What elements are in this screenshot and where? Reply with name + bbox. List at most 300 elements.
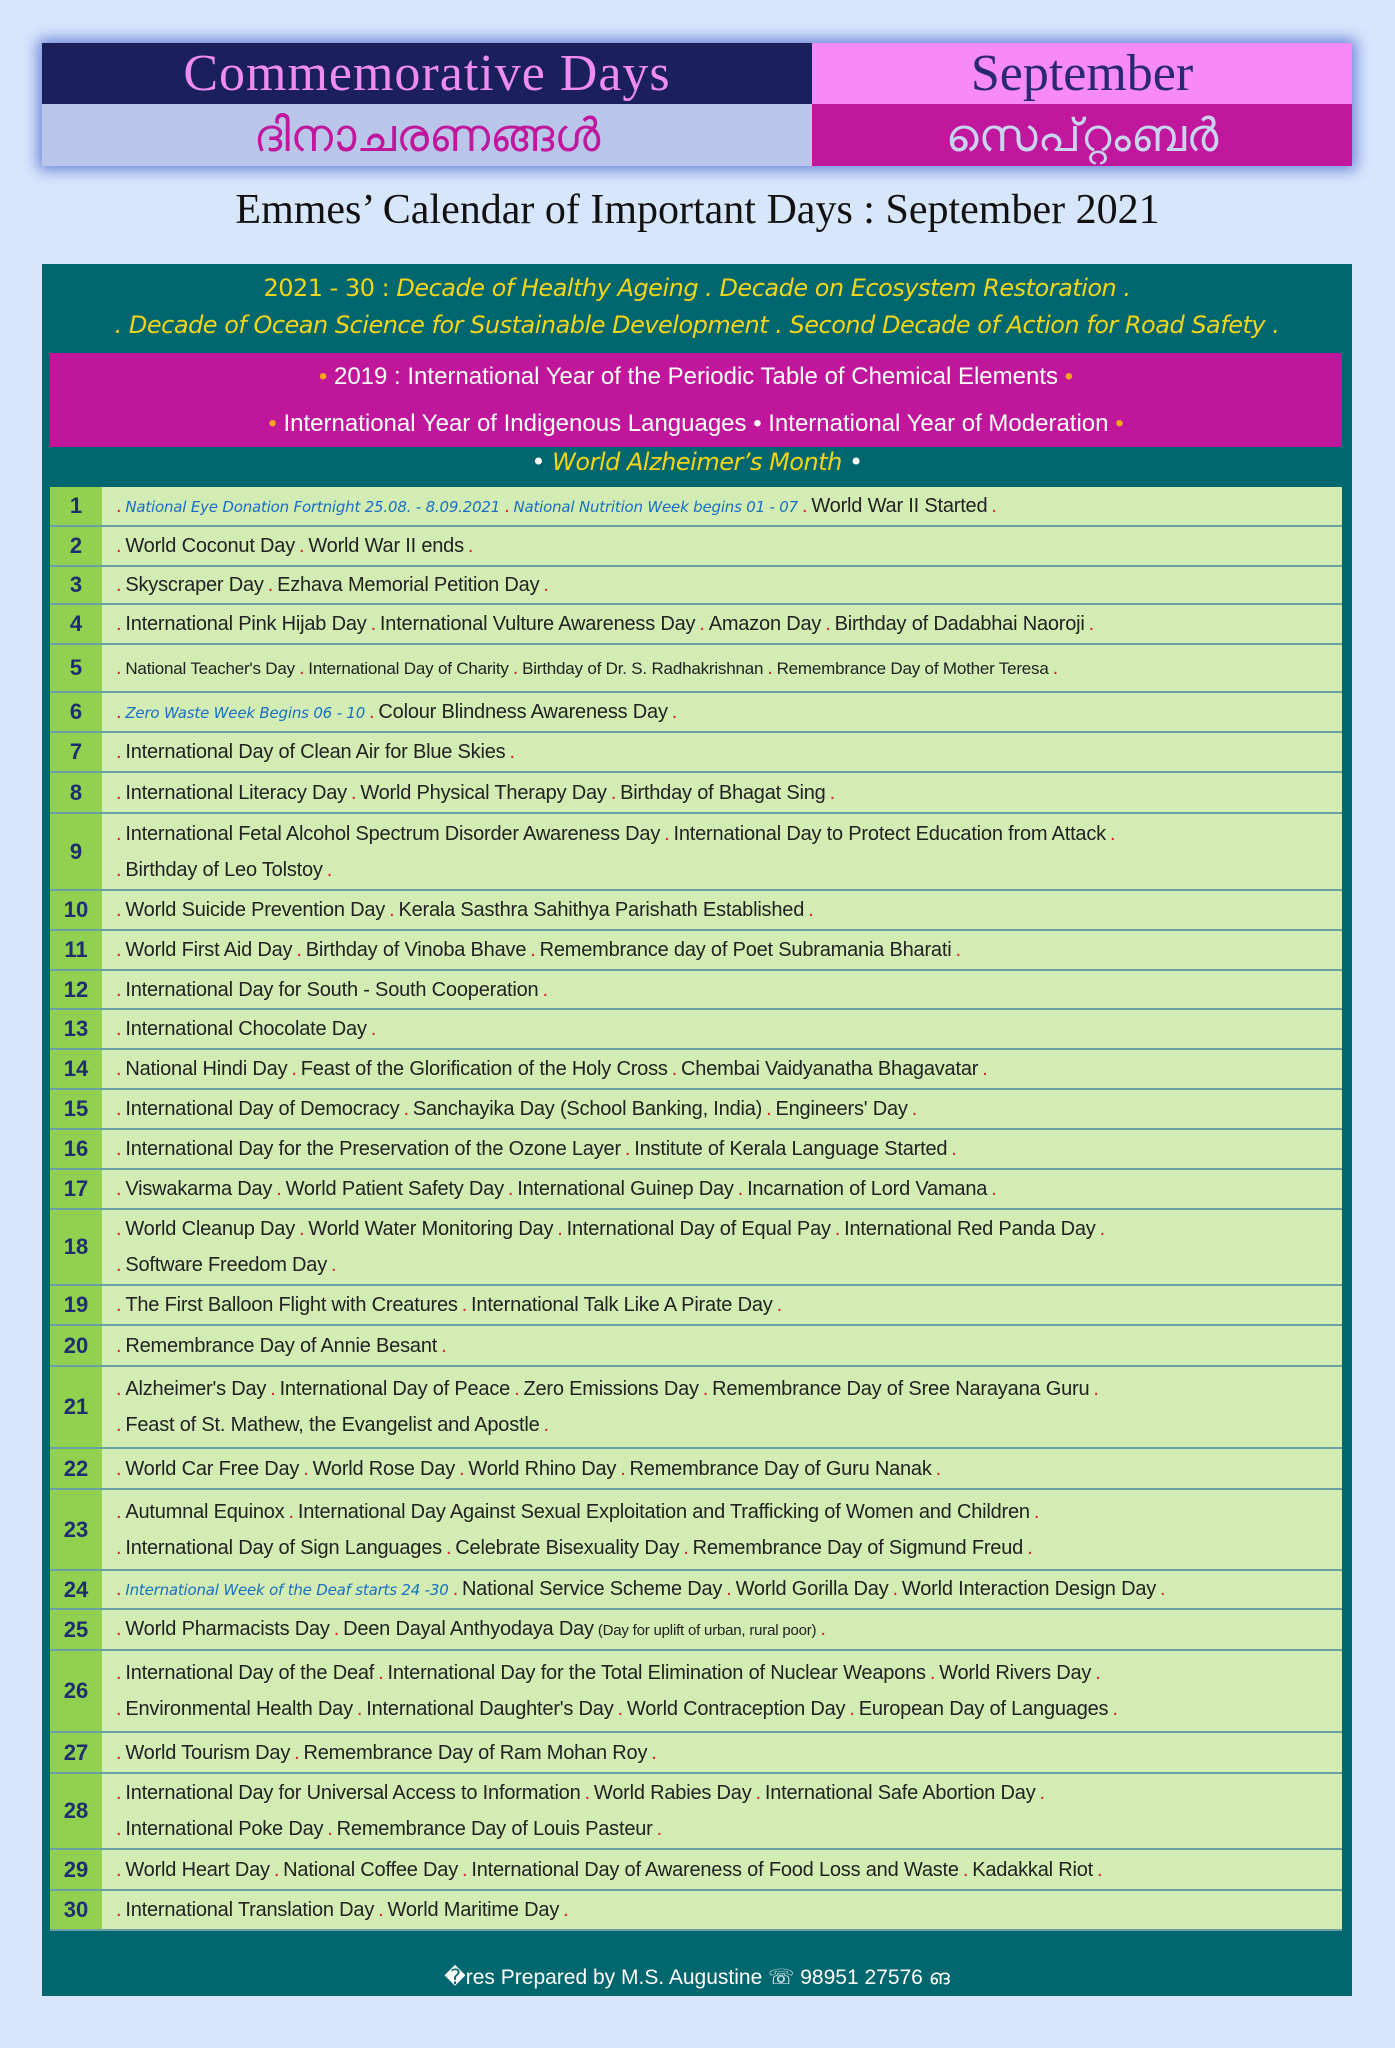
event-line	[112, 528, 1342, 564]
day-events	[102, 567, 1342, 603]
event-line	[112, 1328, 1342, 1364]
event-item: Remembrance Day of Ram Mohan Roy	[303, 1741, 648, 1764]
event-item: Remembrance day of Poet Subramania Bharati	[539, 939, 952, 961]
header-banner	[42, 43, 1352, 166]
event-item: National Service Scheme Day	[461, 1578, 723, 1600]
years-text-1: 2019 : International Year of the Periodic Table of Chemical Elements	[333, 363, 1058, 390]
separator-dot: .	[270, 1378, 276, 1400]
day-number: 25	[50, 1610, 102, 1649]
day-events	[102, 931, 1342, 969]
separator-dot: .	[356, 1698, 363, 1720]
event-item: Autumnal Equinox	[125, 1500, 285, 1523]
separator-dot: .	[563, 1899, 569, 1921]
event-item: World Water Monitoring Day	[308, 1218, 554, 1240]
event-item: Remembrance Day of Mother Teresa	[776, 658, 1049, 678]
event-item: International Talk Like A Pirate Day	[471, 1294, 773, 1316]
separator-dot: .	[951, 1138, 957, 1160]
separator-dot: .	[327, 1818, 333, 1840]
separator-dot: .	[116, 1899, 122, 1921]
day-number: 26	[50, 1651, 102, 1731]
separator-dot: .	[116, 1058, 122, 1080]
event-item: International Day for Universal Access to Information	[125, 1782, 581, 1804]
separator-dot: .	[378, 1662, 384, 1684]
event-item: National Coffee Day	[283, 1858, 458, 1881]
separator-dot: .	[776, 1294, 782, 1316]
day-number: 21	[50, 1367, 102, 1447]
day-row	[50, 1326, 1342, 1367]
event-item: International Day to Protect Education from Attack	[673, 822, 1106, 845]
event-item: World Contraception Day	[626, 1698, 846, 1720]
event-item: International Day of Democracy	[125, 1098, 400, 1120]
day-number: 27	[50, 1733, 102, 1772]
separator-dot: .	[116, 1254, 122, 1276]
event-item: Colour Blindness Awareness Day	[378, 700, 668, 723]
separator-dot: .	[273, 1858, 280, 1881]
separator-dot: .	[829, 781, 835, 804]
separator-dot: .	[651, 1741, 657, 1764]
event-item: World Physical Therapy Day	[360, 781, 607, 804]
event-item: International Day Against Sexual Exploitation and Trafficking of Women and Children	[297, 1500, 1030, 1523]
event-item: Remembrance Day of Sree Narayana Guru	[712, 1378, 1090, 1400]
separator-dot: .	[116, 613, 122, 635]
event-line	[112, 852, 1342, 888]
event-item: World Coconut Day	[125, 535, 295, 557]
separator-dot: .	[452, 1578, 458, 1600]
day-row	[50, 1571, 1342, 1610]
separator-dot: .	[116, 1457, 122, 1480]
separator-dot: .	[116, 1698, 122, 1720]
separator-dot: .	[802, 494, 808, 517]
day-row	[50, 1210, 1342, 1286]
event-item: World Rabies Day	[593, 1782, 752, 1804]
event-item: World War II ends	[308, 535, 464, 557]
days-table	[50, 487, 1342, 1931]
event-item: International Day of Sign Languages	[125, 1536, 442, 1559]
event-item: Zero Emissions Day	[523, 1378, 699, 1400]
event-line	[112, 1655, 1342, 1691]
event-item: World Suicide Prevention Day	[125, 899, 386, 921]
event-line	[112, 892, 1342, 928]
separator-dot: .	[441, 1334, 447, 1357]
header-en-month: September	[812, 43, 1352, 104]
event-line	[112, 606, 1342, 642]
years-line-1: • 2019 : International Year of the Periodic Table of Chemical Elements •	[318, 363, 1074, 390]
footer	[42, 1965, 1352, 1990]
event-line	[112, 972, 1342, 1008]
day-events	[102, 1050, 1342, 1088]
event-item: European Day of Languages	[858, 1698, 1109, 1720]
event-line	[112, 1571, 1342, 1608]
event-item: World Interaction Design Day	[901, 1578, 1157, 1600]
day-events	[102, 1490, 1342, 1569]
separator-dot: .	[584, 1782, 590, 1804]
separator-dot: .	[1097, 1858, 1103, 1881]
separator-dot: .	[767, 656, 773, 679]
separator-dot: .	[403, 1098, 409, 1120]
separator-dot: .	[1160, 1578, 1166, 1600]
day-events	[102, 527, 1342, 565]
header-ml-month: സെപ്റ്റംബർ	[812, 104, 1352, 166]
separator-dot: .	[610, 781, 617, 804]
separator-dot: .	[116, 1818, 122, 1840]
event-line	[112, 775, 1342, 811]
separator-dot: .	[671, 1058, 678, 1080]
day-number: 13	[50, 1010, 102, 1048]
event-item: Viswakarma Day	[125, 1178, 273, 1200]
separator-dot: .	[504, 494, 510, 517]
month-theme-text: World Alzheimer’s Month	[552, 448, 842, 476]
event-line	[112, 1247, 1342, 1283]
separator-dot: .	[557, 1218, 563, 1240]
separator-dot: .	[389, 899, 395, 921]
separator-dot: .	[370, 1018, 377, 1040]
day-row	[50, 693, 1342, 733]
event-line	[112, 816, 1342, 852]
separator-dot: .	[726, 1578, 732, 1600]
event-item: International Day of Awareness of Food Loss and Waste	[471, 1858, 959, 1881]
event-line	[112, 1735, 1342, 1771]
separator-dot: .	[116, 1378, 122, 1400]
event-item: International Guinep Day	[517, 1178, 734, 1200]
event-item: National Eye Donation Fortnight 25.08. - 8.09.2021	[125, 497, 501, 516]
day-events	[102, 1449, 1342, 1488]
event-item: International Day of the Deaf	[125, 1662, 375, 1684]
separator-dot: .	[459, 1457, 465, 1480]
day-number: 6	[50, 693, 102, 731]
day-number: 28	[50, 1774, 102, 1848]
day-events	[102, 1367, 1342, 1447]
event-item: International Fetal Alcohol Spectrum Disorder Awareness Day	[125, 822, 661, 845]
years-line-2: • International Year of Indigenous Languages • International Year of Moderation •	[268, 410, 1124, 437]
separator-dot: .	[378, 1899, 384, 1921]
separator-dot: .	[991, 494, 997, 517]
event-item: International Day of Equal Pay	[566, 1218, 831, 1240]
day-number: 3	[50, 567, 102, 603]
event-item: National Teacher's Day	[125, 658, 295, 678]
separator-dot: .	[664, 822, 670, 845]
separator-dot: .	[1052, 656, 1058, 679]
day-events	[102, 693, 1342, 731]
event-item: Remembrance Day of Guru Nanak	[629, 1457, 932, 1480]
day-number: 10	[50, 891, 102, 929]
separator-dot: .	[116, 1858, 122, 1881]
separator-dot: .	[116, 1782, 122, 1804]
event-line	[112, 1892, 1342, 1928]
event-item: International Poke Day	[125, 1818, 324, 1840]
separator-dot: .	[834, 1218, 841, 1240]
separator-dot: .	[369, 700, 375, 723]
event-item: International Chocolate Day	[125, 1018, 367, 1040]
separator-dot: .	[1039, 1782, 1045, 1804]
separator-dot: .	[116, 1218, 122, 1240]
day-number: 20	[50, 1326, 102, 1365]
separator-dot: .	[620, 1457, 626, 1480]
separator-dot: .	[116, 899, 122, 921]
event-item: Engineers' Day	[775, 1098, 908, 1120]
event-item: National Hindi Day	[125, 1058, 288, 1080]
separator-dot: .	[116, 1098, 122, 1120]
event-item: International Day of Peace	[279, 1378, 511, 1400]
separator-dot: .	[298, 656, 305, 679]
event-item: Environmental Health Day	[125, 1698, 353, 1720]
separator-dot: .	[849, 1698, 855, 1720]
day-number: 24	[50, 1571, 102, 1608]
event-item: International Day for the Total Elimination of Nuclear Weapons	[387, 1662, 926, 1684]
day-events	[102, 645, 1342, 691]
day-events	[102, 1774, 1342, 1848]
separator-dot: .	[116, 656, 122, 679]
separator-dot: .	[116, 1138, 122, 1160]
separator-dot: .	[656, 1818, 663, 1840]
separator-dot: .	[766, 1098, 772, 1120]
separator-dot: .	[935, 1457, 942, 1480]
event-item: Birthday of Leo Tolstoy	[125, 858, 323, 881]
day-row	[50, 931, 1342, 971]
event-item: World First Aid Day	[125, 939, 293, 961]
separator-dot: .	[929, 1662, 936, 1684]
day-number: 12	[50, 971, 102, 1008]
separator-dot: .	[820, 1617, 826, 1640]
decades-line-1	[42, 274, 1352, 302]
footer-left-ornament: �res	[444, 1966, 495, 1989]
event-item: International Day for the Preservation of the Ozone Layer	[125, 1138, 621, 1160]
event-item: International Day of Charity	[308, 658, 509, 678]
separator-dot: .	[116, 822, 122, 845]
separator-dot: .	[671, 700, 678, 723]
event-item: Feast of the Glorification of the Holy Cross	[300, 1058, 668, 1080]
day-row	[50, 773, 1342, 814]
separator-dot: .	[291, 1058, 297, 1080]
separator-dot: .	[116, 1662, 122, 1684]
separator-dot: .	[1088, 613, 1095, 635]
event-item: World Rivers Day	[939, 1662, 1092, 1684]
separator-dot: .	[467, 535, 474, 557]
event-line	[112, 1171, 1342, 1207]
event-line	[112, 1287, 1342, 1323]
separator-dot: .	[296, 939, 302, 961]
day-row	[50, 1774, 1342, 1850]
event-item: International Vulture Awareness Day	[379, 613, 696, 635]
event-item: Remembrance Day of Louis Pasteur	[336, 1818, 653, 1840]
event-line	[112, 1091, 1342, 1127]
separator-dot: .	[755, 1782, 761, 1804]
day-events	[102, 1326, 1342, 1365]
separator-dot: .	[333, 1617, 340, 1640]
separator-dot: .	[299, 535, 305, 557]
event-item: Birthday of Dadabhai Naoroji	[834, 613, 1085, 635]
event-item: World Cleanup Day	[125, 1218, 296, 1240]
separator-dot: .	[276, 1178, 282, 1200]
day-number: 18	[50, 1210, 102, 1284]
event-item: Remembrance Day of Annie Besant	[125, 1334, 438, 1357]
event-item: World Maritime Day	[387, 1899, 560, 1921]
separator-dot: .	[1093, 1378, 1099, 1400]
separator-dot: .	[116, 1617, 122, 1640]
event-item: International Day of Clean Air for Blue Skies	[125, 741, 506, 763]
day-row	[50, 1286, 1342, 1326]
separator-dot: .	[116, 1018, 122, 1040]
event-line	[112, 1530, 1342, 1566]
separator-dot: .	[461, 1294, 468, 1316]
day-events	[102, 1286, 1342, 1324]
day-events	[102, 1733, 1342, 1772]
event-item: International Daughter's Day	[366, 1698, 614, 1720]
event-item: World Rose Day	[312, 1457, 456, 1480]
decades-text-2: . Decade of Ocean Science for Sustainable Development . Second Decade of Action for Road Safety .	[114, 311, 1280, 339]
day-row	[50, 1733, 1342, 1774]
day-events	[102, 971, 1342, 1008]
separator-dot: .	[326, 858, 333, 881]
separator-dot: .	[542, 978, 548, 1001]
separator-dot: .	[507, 1178, 514, 1200]
day-row	[50, 1490, 1342, 1571]
event-item: World Heart Day	[125, 1858, 270, 1881]
separator-dot: .	[702, 1378, 709, 1400]
day-number: 30	[50, 1891, 102, 1929]
header-ml-title: ദിനാചരണങ്ങൾ	[42, 104, 812, 166]
separator-dot: .	[1027, 1536, 1033, 1559]
event-item: Birthday of Dr. S. Radhakrishnan	[522, 658, 764, 678]
event-line	[112, 734, 1342, 770]
separator-dot: .	[699, 613, 705, 635]
day-number: 5	[50, 645, 102, 691]
day-events	[102, 1010, 1342, 1048]
footer-text: Prepared by M.S. Augustine	[500, 1966, 763, 1989]
event-item: World Tourism Day	[125, 1741, 291, 1764]
separator-dot: .	[288, 1500, 294, 1523]
day-row	[50, 1090, 1342, 1130]
event-item: Amazon Day	[708, 613, 822, 635]
day-events	[102, 1571, 1342, 1608]
event-line	[112, 1131, 1342, 1167]
day-row	[50, 814, 1342, 891]
separator-dot: .	[1112, 1698, 1118, 1720]
day-events	[102, 605, 1342, 643]
separator-dot: .	[825, 613, 831, 635]
separator-dot: .	[543, 1414, 549, 1436]
event-line	[112, 1852, 1342, 1888]
event-item: World Car Free Day	[125, 1457, 300, 1480]
separator-dot: .	[462, 1858, 468, 1881]
separator-dot: .	[116, 1500, 122, 1523]
day-events	[102, 1850, 1342, 1889]
separator-dot: .	[116, 574, 122, 596]
event-item: Zero Waste Week Begins 06 - 10	[125, 703, 366, 722]
separator-dot: .	[116, 1414, 122, 1436]
day-row	[50, 1610, 1342, 1651]
event-note: (Day for uplift of urban, rural poor)	[597, 1621, 817, 1639]
day-events	[102, 1090, 1342, 1128]
day-number: 1	[50, 487, 102, 525]
separator-dot: .	[737, 1178, 744, 1200]
separator-dot: .	[911, 1098, 918, 1120]
separator-dot: .	[116, 1178, 122, 1200]
phone-icon: ☏	[768, 1966, 795, 1989]
day-number: 22	[50, 1449, 102, 1488]
event-line	[112, 932, 1342, 968]
separator-dot: .	[982, 1058, 988, 1080]
header-en-title: Commemorative Days	[42, 43, 812, 104]
event-line	[112, 1494, 1342, 1530]
event-item: National Nutrition Week begins 01 - 07	[513, 497, 798, 516]
event-line	[112, 1811, 1342, 1847]
footer-right-ornament: ങ	[928, 1966, 950, 1989]
day-row	[50, 1651, 1342, 1733]
day-number: 16	[50, 1130, 102, 1168]
day-number: 4	[50, 605, 102, 643]
day-events	[102, 1210, 1342, 1284]
day-row	[50, 1170, 1342, 1210]
event-item: World Rhino Day	[468, 1457, 617, 1480]
separator-dot: .	[1109, 822, 1116, 845]
separator-dot: .	[955, 939, 961, 961]
separator-dot: .	[116, 1294, 122, 1316]
separator-dot: .	[808, 899, 814, 921]
event-item: The First Balloon Flight with Creatures	[125, 1294, 458, 1316]
separator-dot: .	[514, 1378, 520, 1400]
event-item: Deen Dayal Anthyodaya Day	[343, 1617, 594, 1640]
event-item: International Day for South - South Cooperation	[125, 978, 539, 1001]
day-row	[50, 645, 1342, 693]
separator-dot: .	[1099, 1218, 1105, 1240]
event-item: Remembrance Day of Sigmund Freud	[692, 1536, 1024, 1559]
day-row	[50, 1130, 1342, 1170]
footer-phone: 98951 27576	[800, 1966, 923, 1989]
separator-dot: .	[1033, 1500, 1040, 1523]
day-row	[50, 567, 1342, 605]
separator-dot: .	[683, 1536, 689, 1559]
separator-dot: .	[617, 1698, 623, 1720]
separator-dot: .	[116, 1741, 122, 1764]
day-row	[50, 1850, 1342, 1891]
separator-dot: .	[116, 535, 122, 557]
separator-dot: .	[543, 574, 549, 596]
decades-prefix: 2021 - 30 :	[263, 274, 390, 302]
event-line	[112, 694, 1342, 731]
day-number: 7	[50, 733, 102, 771]
day-events	[102, 733, 1342, 771]
separator-dot: .	[267, 574, 274, 596]
separator-dot: .	[116, 1536, 122, 1559]
separator-dot: .	[991, 1178, 997, 1200]
event-item: Kadakkal Riot	[972, 1858, 1093, 1881]
day-events	[102, 1891, 1342, 1929]
separator-dot: .	[962, 1858, 969, 1881]
separator-dot: .	[116, 700, 122, 723]
day-row	[50, 1891, 1342, 1931]
decades-text-1: Decade of Healthy Ageing . Decade on Ecosystem Restoration .	[396, 274, 1131, 302]
day-row	[50, 487, 1342, 527]
separator-dot: .	[116, 1578, 122, 1600]
day-row	[50, 733, 1342, 773]
separator-dot: .	[116, 1334, 122, 1357]
event-item: World Gorilla Day	[735, 1578, 889, 1600]
separator-dot: .	[445, 1536, 452, 1559]
day-number: 15	[50, 1090, 102, 1128]
day-number: 9	[50, 814, 102, 889]
event-line	[112, 650, 1342, 687]
day-row	[50, 971, 1342, 1010]
event-line	[112, 1211, 1342, 1247]
separator-dot: .	[370, 613, 376, 635]
calendar-panel	[42, 264, 1352, 1996]
month-theme: • World Alzheimer’s Month •	[531, 448, 863, 476]
day-number: 19	[50, 1286, 102, 1324]
day-row	[50, 1367, 1342, 1449]
event-item: Incarnation of Lord Vamana	[747, 1178, 988, 1200]
day-row	[50, 605, 1342, 645]
years-box	[50, 353, 1342, 447]
